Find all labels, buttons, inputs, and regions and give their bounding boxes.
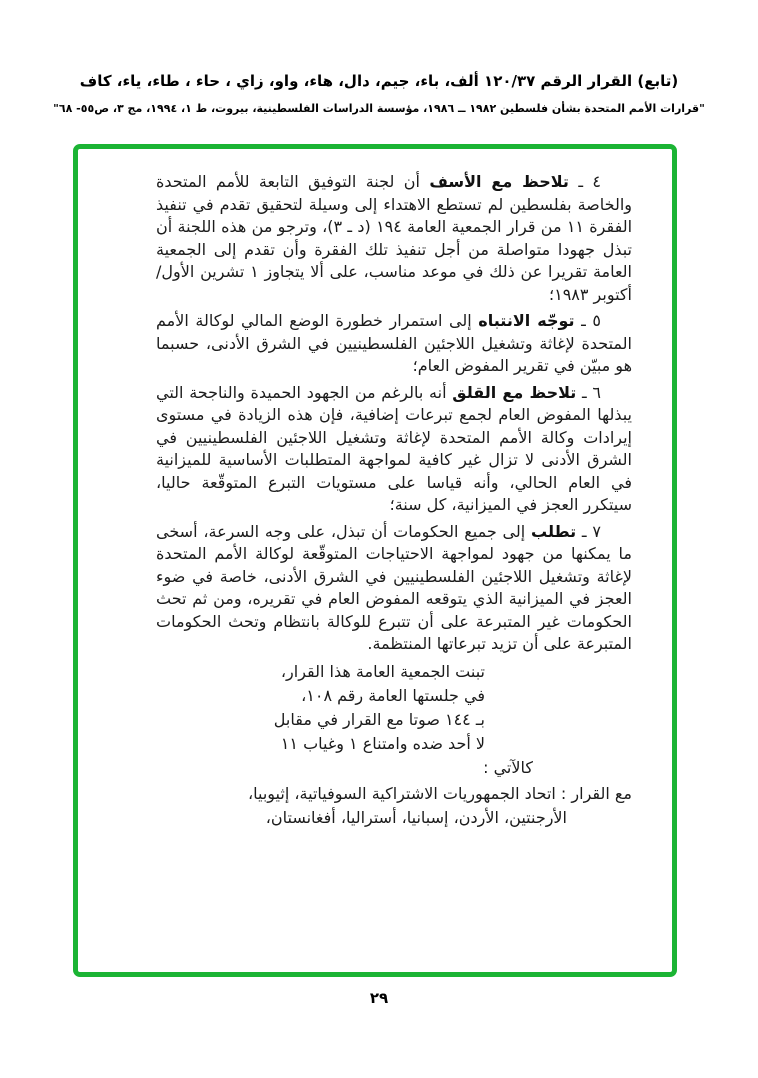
adoption-line: لا أحد ضده وامتناع ١ وغياب ١١: [280, 733, 485, 753]
vote-record: [156, 782, 632, 830]
paragraph-number: ٤ ـ: [568, 172, 602, 191]
adoption-line: بـ ١٤٤ صوتا مع القرار في مقابل: [273, 709, 485, 729]
adoption-line: تبنت الجمعية العامة هذا القرار،: [280, 661, 485, 681]
body-paragraph-6: [156, 382, 632, 517]
page-number: ٢٩: [369, 989, 389, 1007]
vote-in-favour-continuation: الأرجنتين، الأردن، إسبانيا، أستراليا، أفغانستان،: [265, 807, 567, 827]
paragraph-text: إلى جميع الحكومات أن تبذل، على وجه السرعة، أسخى ما يمكنها من جهود لمواجهة الاحتياجات المتوقّعة لوكالة الأمم المتحدة لإغاثة وتشغيل اللاجئين الفلسطينيين في الشرق الأدنى، خاصة في ضوء العجز في الميزانية الذي يتوقعه المفوض العام في تقريره، ومن ثم تحث الحكومات غير المتبرعة على أن تتبرع للوكالة بانتظام وتحث الحكومات المتبرعة على أن تزيد تبرعاتها المنتظمة.: [156, 521, 632, 653]
paragraph-lead: تلاحظ مع القلق: [452, 382, 577, 402]
header-source-citation: "قرارات الأمم المتحدة بشأن فلسطين ١٩٨٢ ــ ١٩٨٦، مؤسسة الدراسات الفلسطينية، بيروت، ط ١، ١٩٩٤، مج ٣، ص٥٥- ٦٨": [53, 102, 705, 115]
body-paragraph-4: [156, 171, 632, 306]
paragraph-lead: توجّه الانتباه: [478, 311, 575, 330]
body-paragraph-7: [156, 521, 632, 656]
adoption-following-label: كالآتي :: [483, 757, 533, 777]
body-paragraph-5: [156, 310, 632, 378]
vote-in-favour-line: مع القرار : اتحاد الجمهوريات الاشتراكية السوفياتية، إثيوبيا،: [247, 783, 632, 803]
paragraph-number: ٦ ـ: [576, 382, 602, 402]
paragraph-text: إلى استمرار خطورة الوضع المالي لوكالة الأمم المتحدة لإغاثة وتشغيل اللاجئين الفلسطينيين في الشرق الأدنى، حسبما هو مبيّن في تقرير المفوض العام؛: [156, 311, 632, 375]
resolution-body: [156, 171, 632, 830]
adoption-line: في جلستها العامة رقم ١٠٨،: [301, 685, 485, 705]
paragraph-text: أنه بالرغم من الجهود الحميدة والناجحة التي يبذلها المفوض العام لجمع تبرعات إضافية، فإن هذه الزيادة في مستوى إيرادات وكالة الأمم المتحدة لإغاثة وتشغيل اللاجئين الفلسطينيين في الشرق الأدنى لا تزال غير كافية لمواجهة المتطلبات الأساسية للميزانية في العام الحالي، وأنه قياسا على مستويات التبرع المتوقّعة حاليا، سيتكرر العجز في الميزانية، كل سنة؛: [156, 382, 632, 514]
paragraph-text: أن لجنة التوفيق التابعة للأمم المتحدة والخاصة بفلسطين لم تستطع الاهتداء إلى وسيلة لتحقيق تقدم في تنفيذ الفقرة ١١ من قرار الجمعية العامة ١٩٤ (د ـ ٣)، وترجو من هذه اللجنة أن تبذل جهودا متواصلة من أجل تنفيذ تلك الفقرة وأن تقدم إلى الجمعية العامة تقريرا عن ذلك في موعد مناسب، على ألا يتجاوز ١ تشرين الأول/أكتوبر ١٩٨٣؛: [156, 172, 633, 304]
header-resolution-title: (تابع) القرار الرقم ١٢٠/٣٧ ألف، باء، جيم، دال، هاء، واو، زاي ، حاء ، طاء، ياء، كاف: [79, 72, 679, 90]
paragraph-lead: تلاحظ مع الأسف: [429, 172, 569, 191]
paragraph-lead: تطلب: [531, 521, 577, 541]
paragraph-number: ٥ ـ: [574, 311, 602, 330]
adoption-statement: [156, 660, 632, 780]
paragraph-number: ٧ ـ: [576, 521, 602, 541]
